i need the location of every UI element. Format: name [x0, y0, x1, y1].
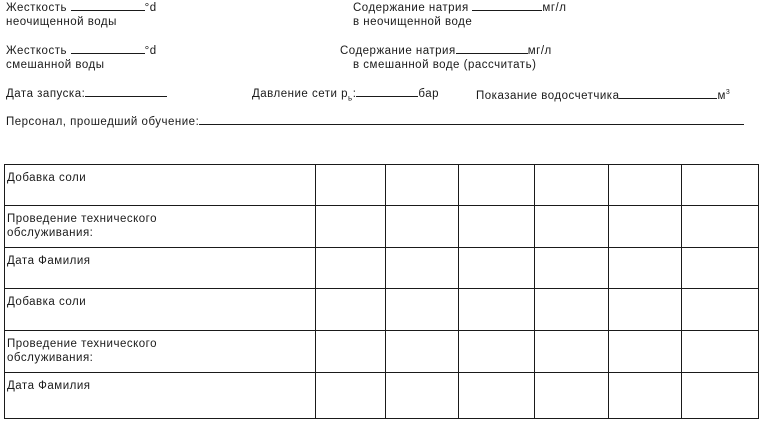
row-label: Добавка соли	[5, 289, 316, 331]
pressure-unit: бар	[418, 88, 440, 100]
entry-cell[interactable]	[609, 248, 682, 289]
hardness-raw-field	[6, 0, 157, 29]
hardness-mixed-field	[6, 43, 157, 72]
salt-addition-row	[5, 165, 759, 206]
entry-cell[interactable]	[609, 331, 682, 373]
date-surname-row	[5, 248, 759, 289]
entry-cell[interactable]	[535, 289, 609, 331]
entry-cell[interactable]	[682, 165, 759, 206]
personnel-label: Персонал, прошедший обучение:	[6, 116, 200, 128]
entry-cell[interactable]	[315, 165, 385, 206]
entry-cell[interactable]	[609, 373, 682, 419]
pressure-colon: :	[352, 88, 357, 100]
meter-blank[interactable]	[619, 88, 717, 99]
entry-cell[interactable]	[459, 289, 535, 331]
log-table	[4, 164, 759, 419]
entry-cell[interactable]	[386, 165, 459, 206]
row-label: Добавка соли	[5, 165, 316, 206]
start-date-field	[6, 86, 167, 101]
sodium-mixed-unit: мг/л	[527, 45, 552, 57]
entry-cell[interactable]	[535, 206, 609, 248]
entry-cell[interactable]	[459, 331, 535, 373]
row-label: Проведение технического обслуживания:	[5, 331, 316, 373]
hardness-raw-unit: °d	[144, 2, 157, 14]
entry-cell[interactable]	[315, 206, 385, 248]
entry-cell[interactable]	[682, 206, 759, 248]
entry-cell[interactable]	[535, 373, 609, 419]
pressure-field	[252, 86, 439, 105]
entry-cell[interactable]	[386, 248, 459, 289]
meter-unit: м	[717, 89, 726, 102]
entry-cell[interactable]	[682, 289, 759, 331]
entry-cell[interactable]	[682, 248, 759, 289]
sodium-mixed-field	[340, 43, 552, 72]
sodium-mixed-blank[interactable]	[456, 43, 528, 54]
sodium-raw-label: Содержание натрия	[353, 2, 469, 14]
entry-cell[interactable]	[609, 206, 682, 248]
entry-cell[interactable]	[535, 248, 609, 289]
pressure-blank[interactable]	[356, 86, 418, 97]
maintenance-row	[5, 331, 759, 373]
entry-cell[interactable]	[386, 373, 459, 419]
entry-cell[interactable]	[386, 331, 459, 373]
row-label: Проведение технического обслуживания:	[5, 206, 316, 248]
entry-cell[interactable]	[535, 331, 609, 373]
personnel-field	[6, 114, 744, 129]
entry-cell[interactable]	[315, 248, 385, 289]
entry-cell[interactable]	[315, 289, 385, 331]
row-label: Дата Фамилия	[5, 373, 316, 419]
start-date-label: Дата запуска:	[6, 88, 86, 100]
sodium-raw-line2: в неочищенной воде	[353, 16, 473, 28]
sodium-raw-unit: мг/л	[542, 2, 567, 14]
entry-cell[interactable]	[682, 373, 759, 419]
sodium-mixed-line2: в смешанной воде (рассчитать)	[353, 59, 537, 71]
meter-unit-superscript: 3	[725, 89, 731, 96]
hardness-mixed-unit: °d	[144, 45, 157, 57]
entry-cell[interactable]	[682, 331, 759, 373]
sodium-mixed-label: Содержание натрия	[340, 45, 456, 57]
entry-cell[interactable]	[609, 165, 682, 206]
entry-cell[interactable]	[459, 206, 535, 248]
start-date-blank[interactable]	[85, 86, 167, 97]
meter-field	[476, 86, 730, 103]
sodium-raw-field	[353, 0, 566, 29]
sodium-raw-blank[interactable]	[472, 0, 542, 11]
entry-cell[interactable]	[535, 165, 609, 206]
entry-cell[interactable]	[459, 373, 535, 419]
hardness-mixed-line2: смешанной воды	[6, 59, 105, 71]
row-label: Дата Фамилия	[5, 248, 316, 289]
hardness-raw-label: Жесткость	[6, 2, 67, 14]
hardness-mixed-label: Жесткость	[6, 45, 67, 57]
entry-cell[interactable]	[459, 165, 535, 206]
personnel-blank[interactable]	[199, 114, 744, 125]
salt-addition-row	[5, 289, 759, 331]
hardness-raw-line2: неочищенной воды	[6, 16, 117, 28]
entry-cell[interactable]	[315, 373, 385, 419]
meter-label: Показание водосчетчика	[476, 89, 620, 102]
date-surname-row	[5, 373, 759, 419]
entry-cell[interactable]	[386, 289, 459, 331]
pressure-label: Давление сети p	[252, 88, 349, 100]
maintenance-row	[5, 206, 759, 248]
hardness-mixed-blank[interactable]	[71, 43, 145, 54]
log-table-body	[5, 165, 759, 419]
hardness-raw-blank[interactable]	[71, 0, 145, 11]
entry-cell[interactable]	[459, 248, 535, 289]
pressure-subscript: ь	[348, 93, 353, 103]
entry-cell[interactable]	[386, 206, 459, 248]
entry-cell[interactable]	[315, 331, 385, 373]
entry-cell[interactable]	[609, 289, 682, 331]
